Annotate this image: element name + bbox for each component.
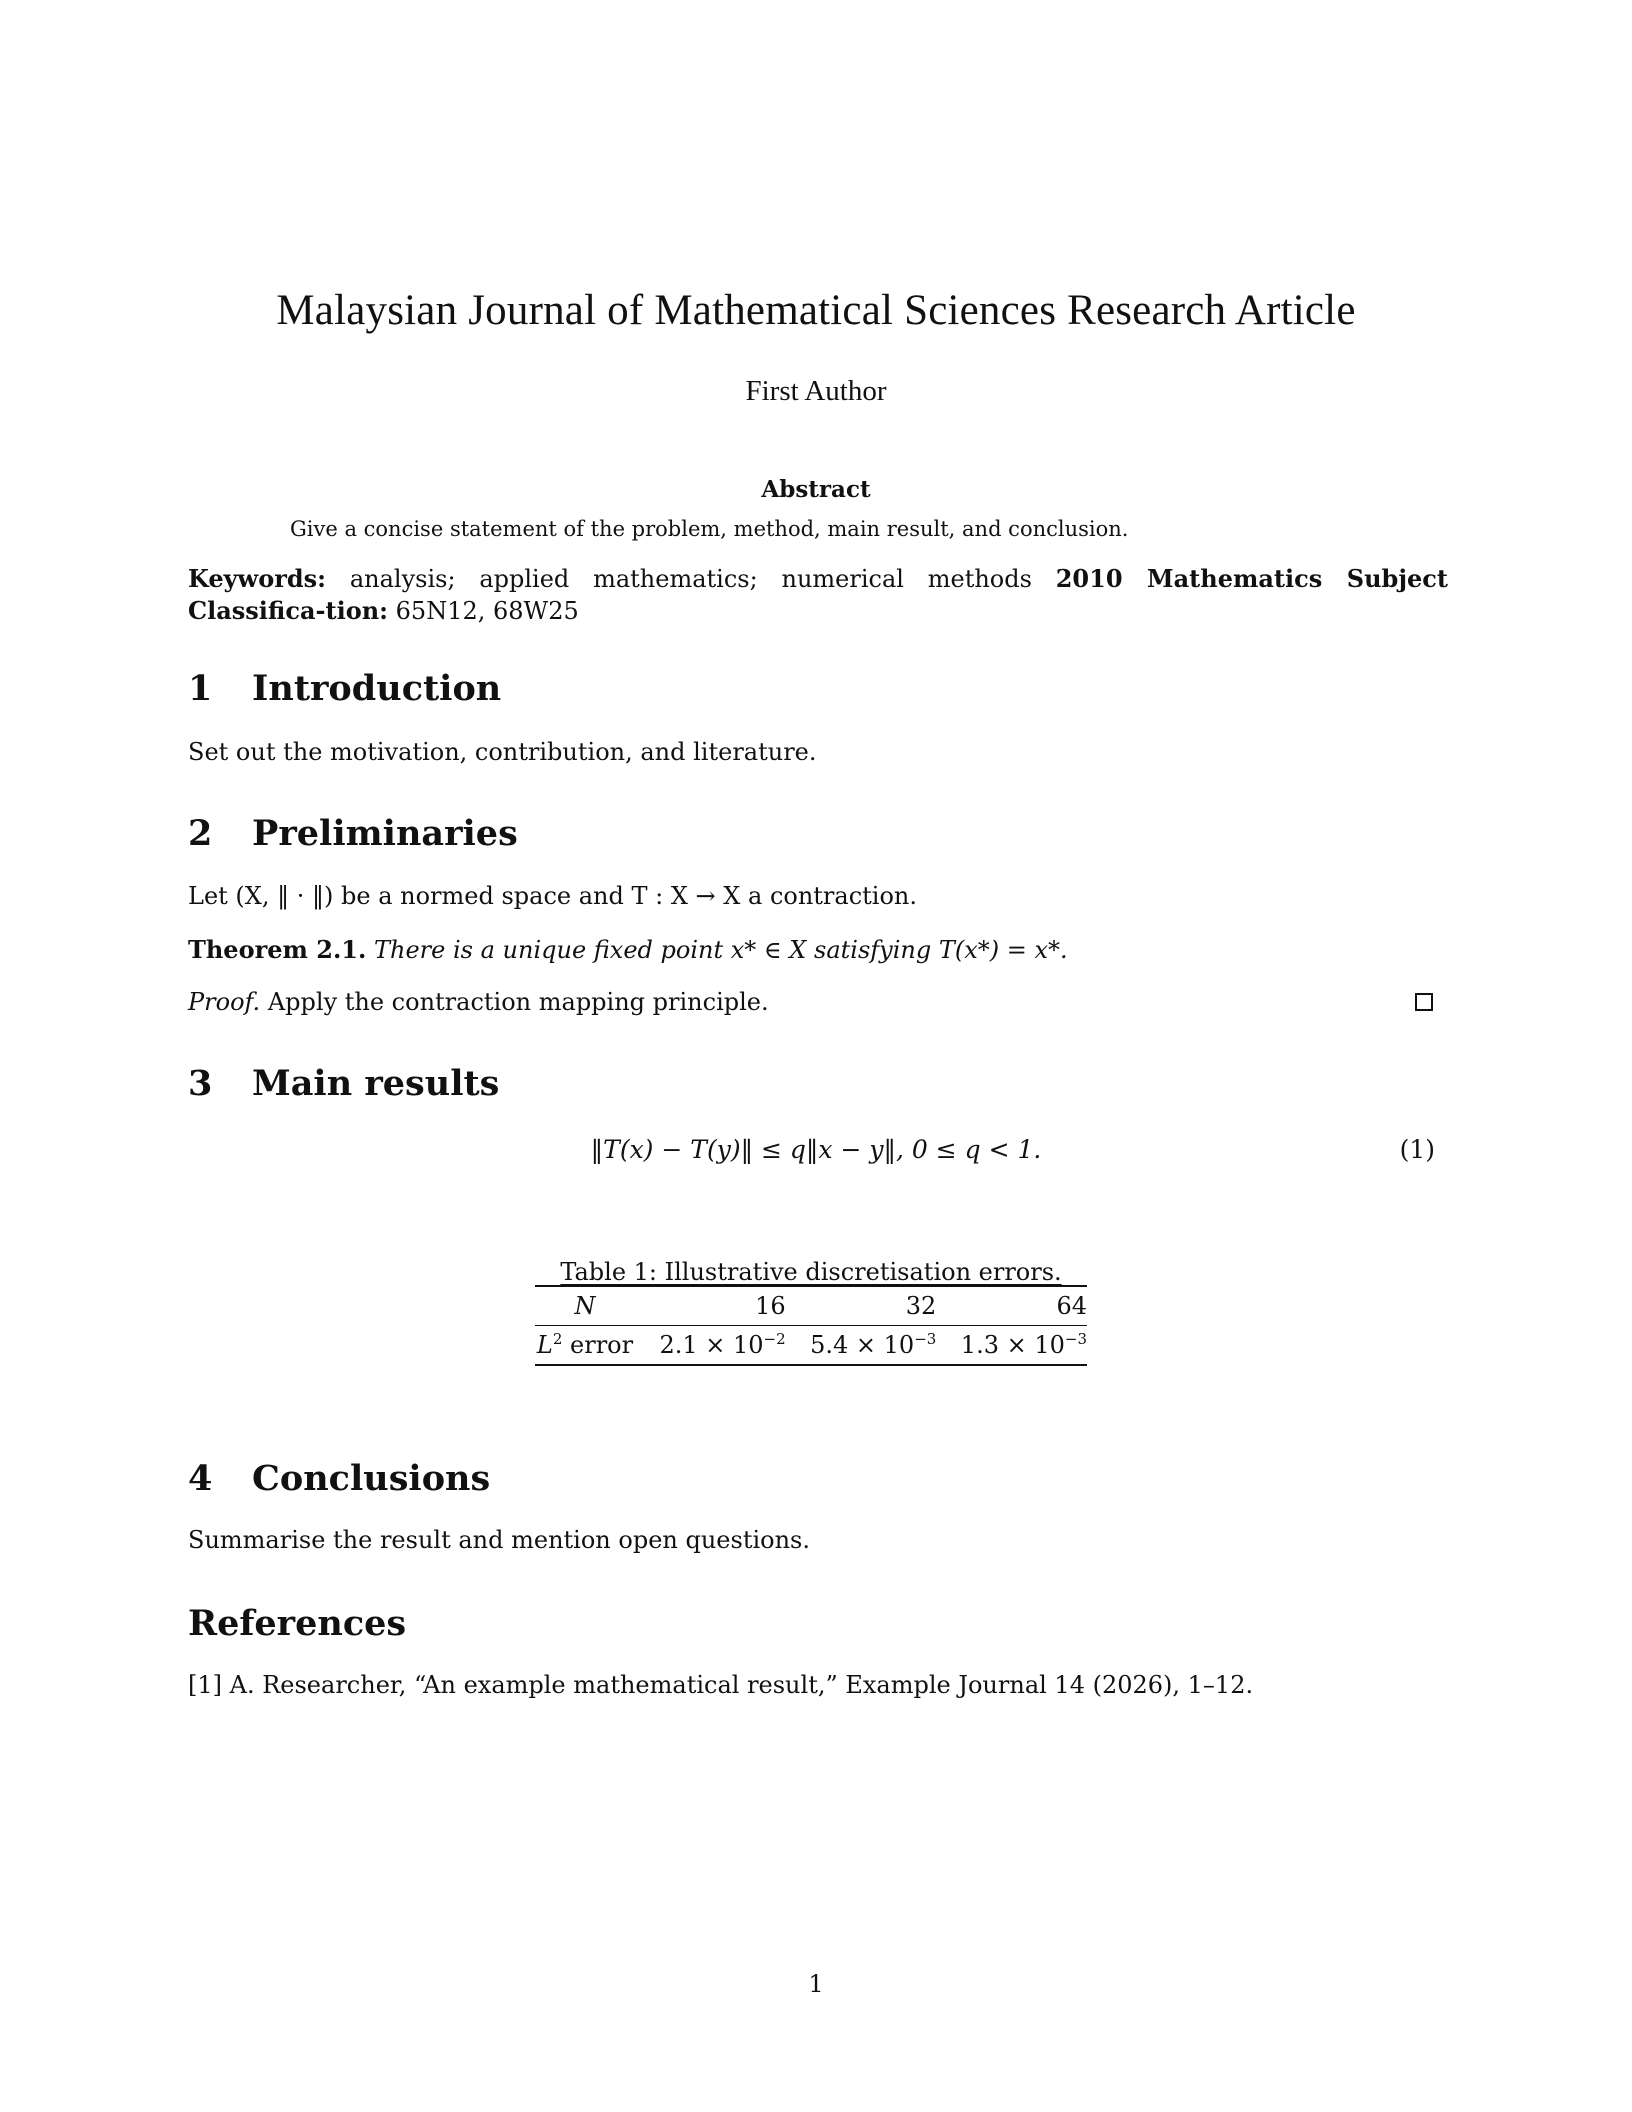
proof-label: Proof. — [188, 988, 261, 1016]
table-header-row — [535, 1286, 1087, 1326]
proof-text: Apply the contraction mapping principle. — [267, 988, 769, 1016]
table-header-cell: 32 — [786, 1286, 937, 1326]
section-heading-preliminaries — [188, 813, 518, 854]
page-number: 1 — [808, 1970, 824, 1998]
qed-box-icon — [1415, 993, 1433, 1011]
reference-item: [1] A. Researcher, “An example mathematical result,” Example Journal 14 (2026), 1–12. — [188, 1671, 1254, 1699]
table-cell: $5.4 \times 10^{-3}$ — [786, 1326, 937, 1366]
section-title: Main results — [252, 1063, 500, 1104]
msc-label: 2010 Mathematics Subject Classifica-tion: — [188, 564, 1448, 625]
journal-title: Malaysian Journal of Mathematical Sciences Research Article — [276, 287, 1356, 334]
keywords-text: analysis; applied mathematics; numerical methods — [349, 565, 1032, 593]
theorem-label: Theorem 2.1. — [188, 935, 367, 964]
keywords-label: Keywords: — [188, 564, 327, 593]
table-cell: $1.3 \times 10^{-3}$ — [936, 1326, 1087, 1366]
table-header-cell: N — [535, 1286, 635, 1326]
section-title: Introduction — [252, 668, 502, 709]
section-number: 4 — [188, 1458, 213, 1499]
references-heading: References — [188, 1603, 407, 1644]
section-number: 3 — [188, 1063, 213, 1104]
proof — [188, 988, 769, 1016]
equation-number: (1) — [1399, 1135, 1435, 1164]
author-name: First Author — [745, 375, 887, 407]
section-number: 2 — [188, 813, 213, 854]
table-caption: Table 1: Illustrative discretisation errors. — [560, 1258, 1062, 1286]
table-header-cell: 16 — [635, 1286, 786, 1326]
table-row — [535, 1326, 1087, 1366]
conclusions-body: Summarise the result and mention open questions. — [188, 1526, 810, 1554]
section-heading-introduction — [188, 668, 501, 709]
section-title: Conclusions — [252, 1458, 491, 1499]
abstract-heading: Abstract — [761, 476, 871, 503]
table-header-cell: 64 — [936, 1286, 1087, 1326]
keywords-block — [188, 563, 1448, 627]
introduction-body: Set out the motivation, contribution, and literature. — [188, 738, 817, 766]
section-title: Preliminaries — [252, 813, 518, 854]
equation-1: ‖T(x) − T(y)‖ ≤ q‖x − y‖, 0 ≤ q < 1. — [590, 1135, 1042, 1164]
preliminaries-body: Let (X, ‖ · ‖) be a normed space and T : X → X a contraction. — [188, 882, 918, 910]
msc-text: 65N12, 68W25 — [395, 597, 579, 625]
error-table — [535, 1285, 1087, 1366]
section-heading-main-results — [188, 1063, 499, 1104]
section-heading-conclusions — [188, 1458, 490, 1499]
table-cell: $2.1 \times 10^{-2}$ — [635, 1326, 786, 1366]
theorem-statement: There is a unique fixed point x* ∈ X satisfying T(x*) = x*. — [374, 936, 1068, 964]
theorem-2-1 — [188, 935, 1068, 964]
table-row-label: $L^2$ error — [535, 1326, 635, 1366]
section-number: 1 — [188, 668, 213, 709]
abstract-text: Give a concise statement of the problem, method, main result, and conclusion. — [290, 517, 1129, 541]
